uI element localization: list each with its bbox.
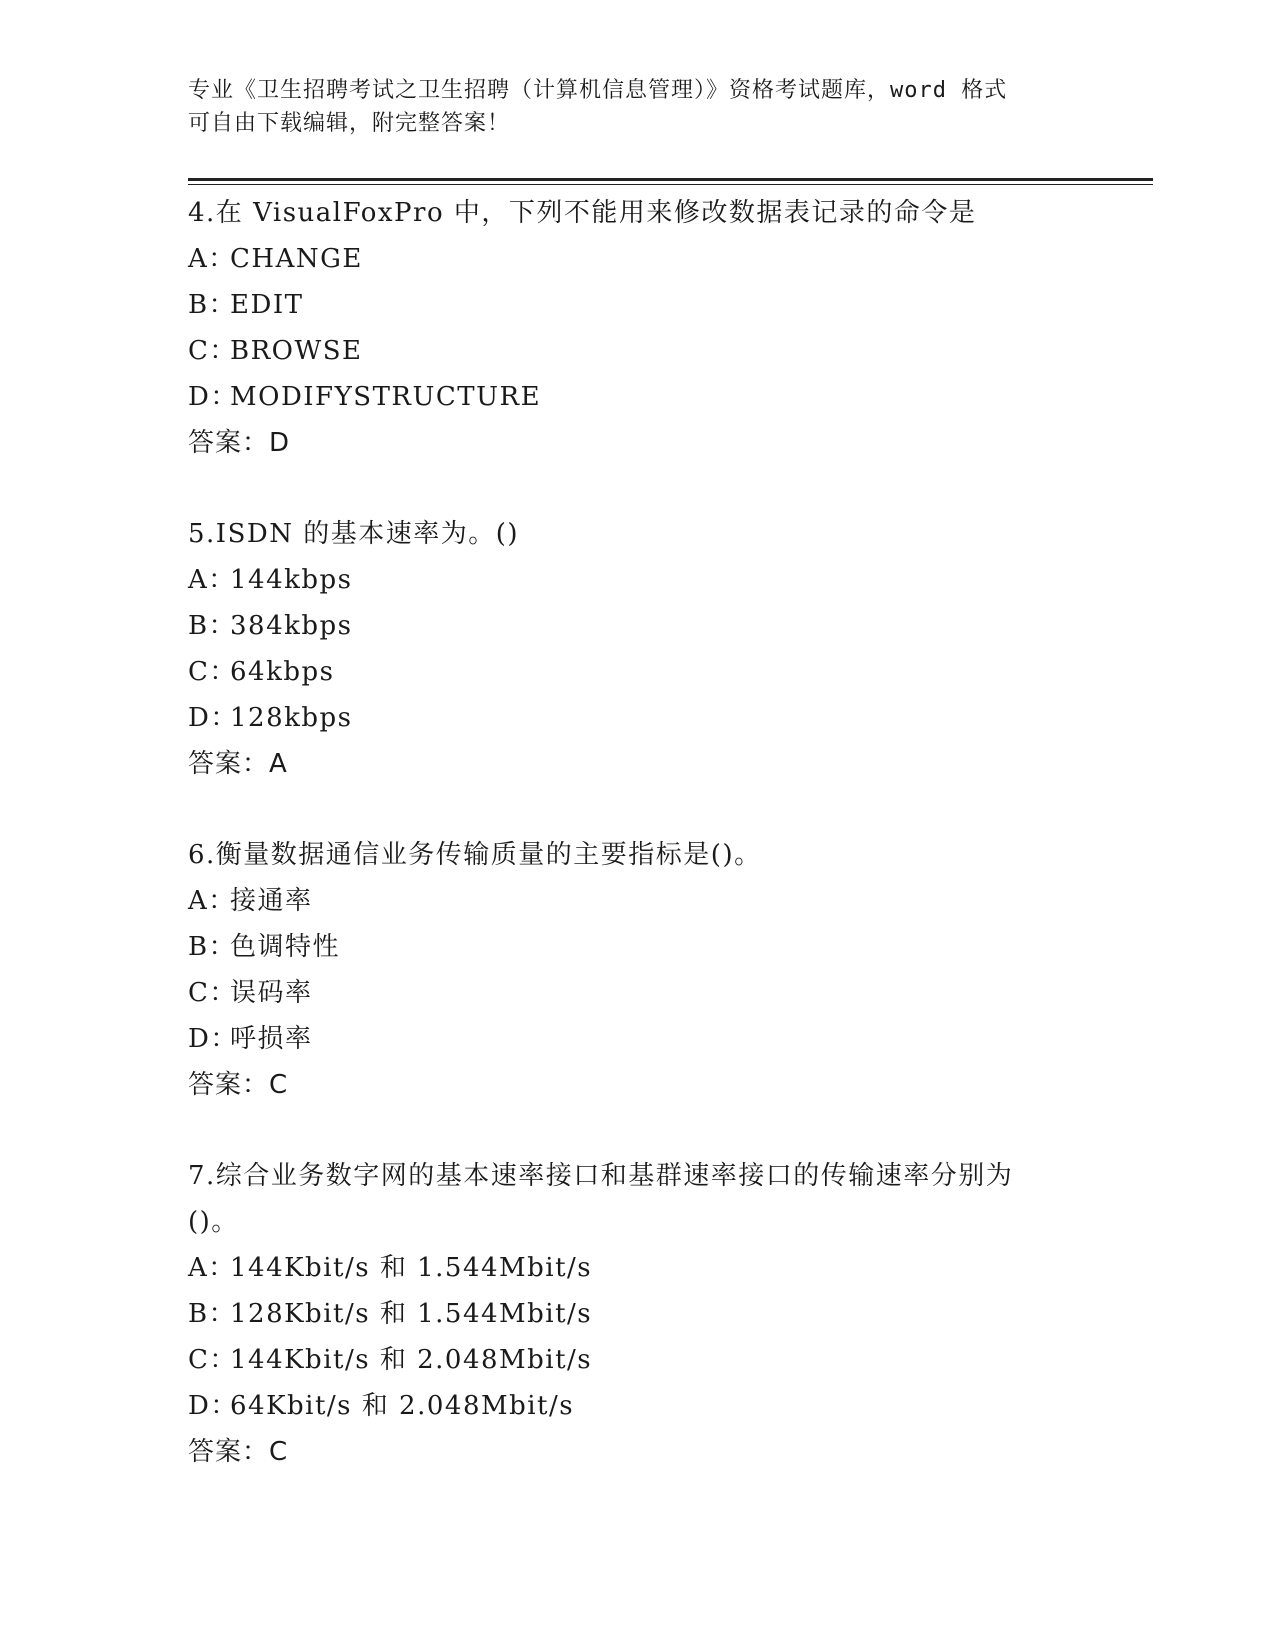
option-text: 384kbps: [230, 611, 353, 641]
question-5: [188, 511, 1148, 787]
option-label: D：: [188, 382, 238, 412]
option-label: C：: [188, 336, 237, 366]
option-text: 色调特性: [230, 932, 341, 962]
header-line-1: 专业《卫生招聘考试之卫生招聘（计算机信息管理）》资格考试题库，word 格式: [188, 78, 1008, 103]
header-divider-thin: [188, 184, 1153, 185]
option-label: A：: [188, 886, 236, 916]
option-a: [188, 236, 1148, 282]
option-text: CHANGE: [230, 244, 363, 274]
question-stem: 5.ISDN 的基本速率为。(): [188, 519, 520, 549]
question-stem: 7.综合业务数字网的基本速率接口和基群速率接口的传输速率分别为()。: [188, 1161, 1014, 1237]
option-text: 接通率: [230, 886, 313, 916]
option-text: 64Kbit/s 和 2.048Mbit/s: [230, 1391, 575, 1421]
option-d: [188, 374, 1148, 420]
option-text: 64kbps: [230, 657, 335, 687]
option-label: A：: [188, 565, 236, 595]
option-b: [188, 1291, 1148, 1337]
option-label: D：: [188, 1024, 238, 1054]
option-a: [188, 557, 1148, 603]
option-label: D：: [188, 703, 238, 733]
option-text: MODIFYSTRUCTURE: [230, 382, 542, 412]
option-label: B：: [188, 611, 237, 641]
option-label: B：: [188, 932, 237, 962]
option-text: 144kbps: [230, 565, 353, 595]
question-7: [188, 1153, 1148, 1475]
option-text: EDIT: [230, 290, 304, 320]
option-c: [188, 328, 1148, 374]
option-text: 呼损率: [230, 1024, 313, 1054]
option-label: A：: [188, 244, 236, 274]
option-text: 144Kbit/s 和 2.048Mbit/s: [230, 1345, 593, 1375]
option-label: C：: [188, 657, 237, 687]
option-label: C：: [188, 978, 237, 1008]
option-b: [188, 924, 1148, 970]
option-a: [188, 1245, 1148, 1291]
option-c: [188, 970, 1148, 1016]
option-b: [188, 603, 1148, 649]
question-stem: 4.在 VisualFoxPro 中，下列不能用来修改数据表记录的命令是: [188, 198, 977, 228]
question-list: [188, 190, 1148, 1520]
option-text: BROWSE: [230, 336, 363, 366]
option-b: [188, 282, 1148, 328]
question-4: [188, 190, 1148, 466]
answer-line: 答案：C: [188, 1070, 289, 1100]
answer-line: 答案：C: [188, 1437, 289, 1467]
option-d: [188, 695, 1148, 741]
header-line-2: 可自由下载编辑，附完整答案！: [188, 111, 511, 136]
option-a: [188, 878, 1148, 924]
option-label: D：: [188, 1391, 238, 1421]
document-header: [188, 74, 1088, 140]
question-6: [188, 832, 1148, 1108]
option-label: B：: [188, 290, 237, 320]
option-label: A：: [188, 1253, 236, 1283]
option-d: [188, 1016, 1148, 1062]
header-divider-thick: [188, 178, 1153, 181]
question-stem: 6.衡量数据通信业务传输质量的主要指标是()。: [188, 840, 762, 870]
option-label: B：: [188, 1299, 237, 1329]
option-text: 144Kbit/s 和 1.544Mbit/s: [230, 1253, 593, 1283]
option-text: 误码率: [230, 978, 313, 1008]
option-label: C：: [188, 1345, 237, 1375]
answer-line: 答案：A: [188, 749, 288, 779]
option-text: 128kbps: [230, 703, 353, 733]
answer-line: 答案：D: [188, 428, 291, 458]
option-text: 128Kbit/s 和 1.544Mbit/s: [230, 1299, 593, 1329]
option-c: [188, 649, 1148, 695]
option-c: [188, 1337, 1148, 1383]
option-d: [188, 1383, 1148, 1429]
